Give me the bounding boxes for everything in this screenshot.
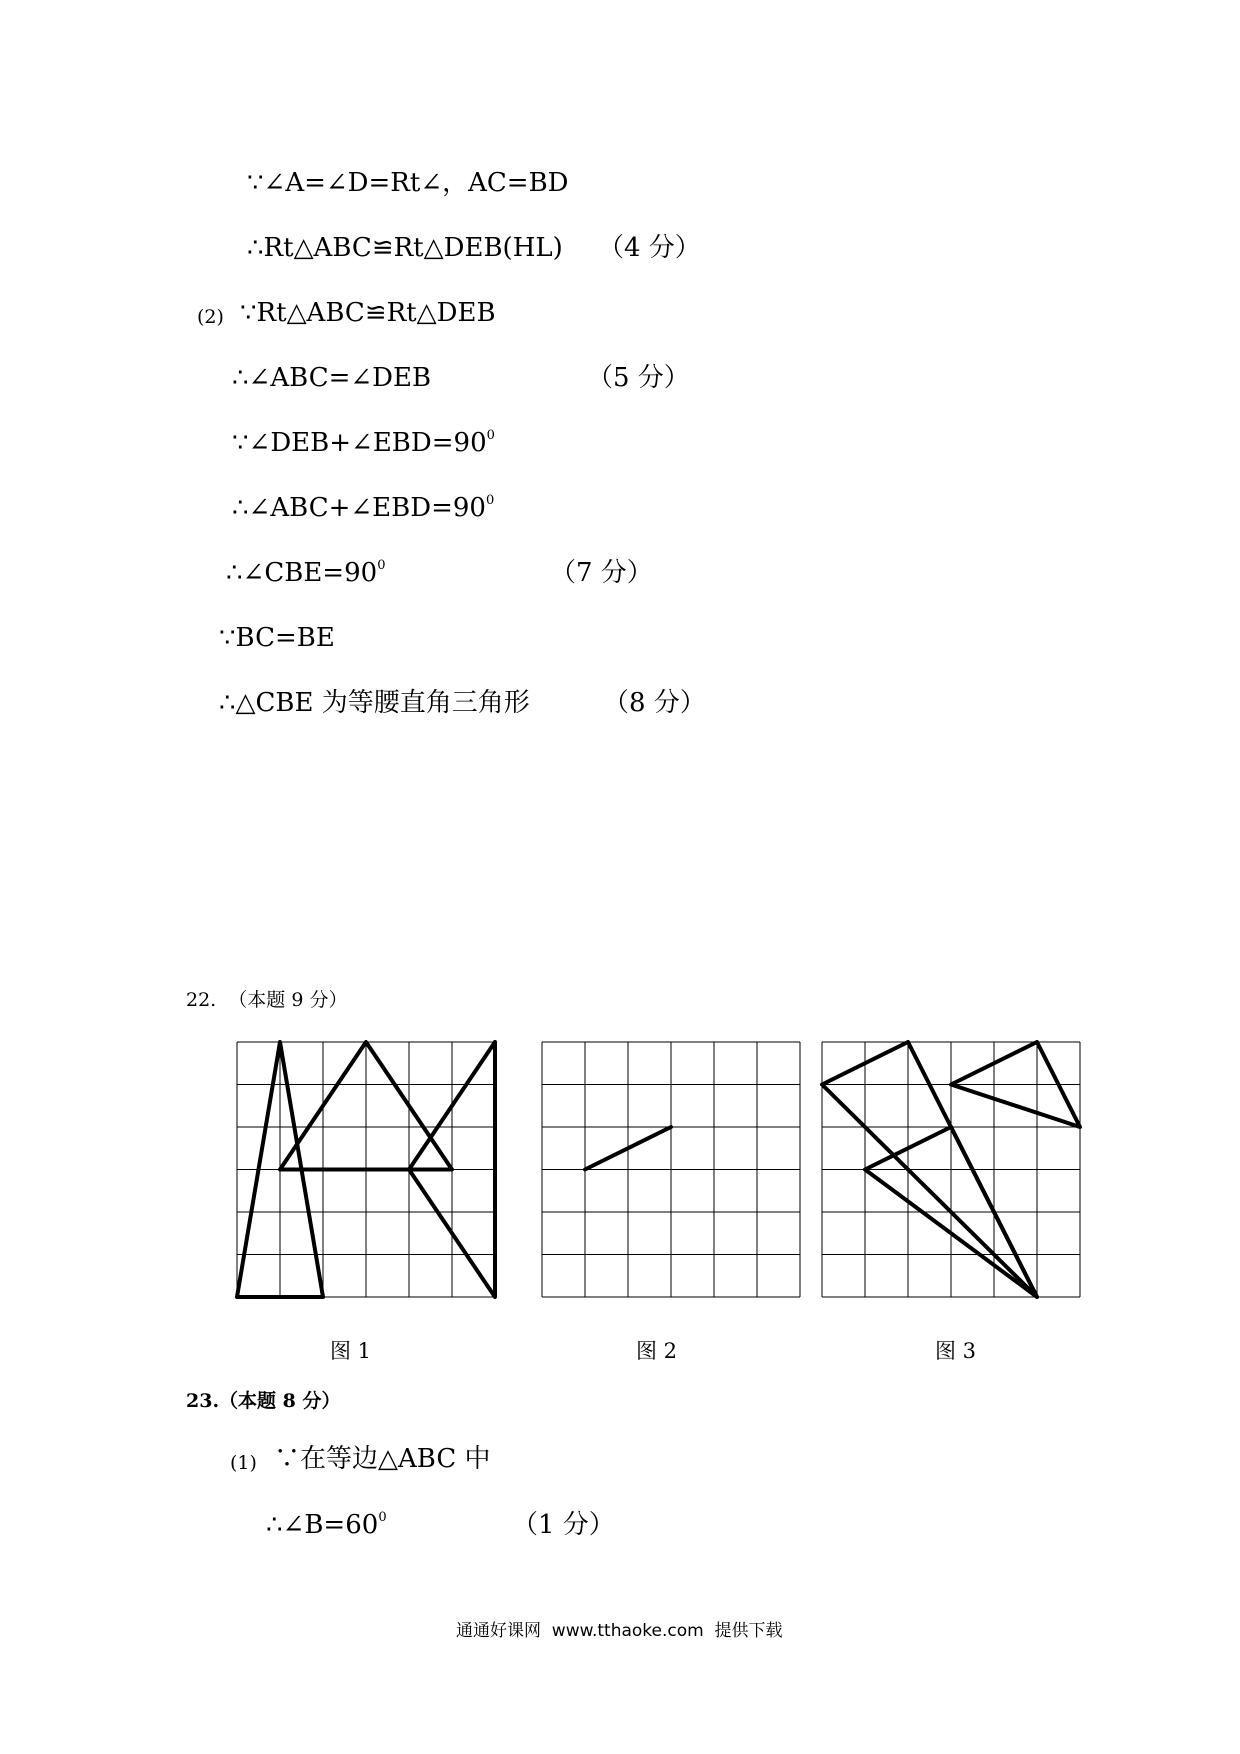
figure-3-caption: 图 3 xyxy=(935,1339,977,1363)
figure-2-caption: 图 2 xyxy=(636,1339,678,1363)
q22-header: 22. （本题 9 分） xyxy=(186,989,348,1011)
grid-lines xyxy=(542,1042,800,1297)
proof-2-line-5-score: （7 分） xyxy=(550,558,653,588)
q23-line-2: $\therefore\angle B=60^0$ xyxy=(266,1510,387,1540)
proof-2-line-3: $\because\angle DEB+\angle EBD=90^0$ xyxy=(232,428,495,458)
q23-line-2-score: （1 分） xyxy=(512,1510,615,1540)
proof-2-line-5: $\therefore\angle CBE=90^0$ xyxy=(226,558,386,588)
proof-1-line-1: ∵∠A=∠D=Rt∠，AC=BD xyxy=(247,168,569,198)
proof-2-line-6: ∵BC=BE xyxy=(219,623,335,653)
proof-1-line-2-score: （4 分） xyxy=(598,233,701,263)
proof-2-label: (2) xyxy=(197,306,224,328)
q23-line-1: ∵在等边△ABC 中 xyxy=(274,1444,491,1474)
footer-text: 通通好课网 www.tthaoke.com 提供下载 xyxy=(456,1621,783,1641)
proof-2-line-7-score: （8 分） xyxy=(603,688,706,718)
figure-1-grid xyxy=(230,1035,500,1305)
figure-3-grid xyxy=(815,1035,1085,1305)
proof-2-line-2: ∴∠ABC=∠DEB xyxy=(232,363,432,393)
figure-2-grid xyxy=(535,1035,805,1305)
proof-2-line-1: ∵Rt△ABC≌Rt△DEB xyxy=(240,298,496,328)
proof-2-line-2-score: （5 分） xyxy=(587,363,690,393)
grid-lines xyxy=(822,1042,1080,1297)
figure-1-caption: 图 1 xyxy=(330,1339,372,1363)
proof-2-line-4: $\therefore\angle ABC+\angle EBD=90^0$ xyxy=(232,493,495,523)
q23-header: 23.（本题 8 分） xyxy=(186,1390,341,1412)
proof-2-line-7: ∴△CBE 为等腰直角三角形 xyxy=(219,688,530,718)
q23-label: (1) xyxy=(230,1452,257,1474)
proof-1-line-2: ∴Rt△ABC≌Rt△DEB(HL) xyxy=(247,233,563,263)
